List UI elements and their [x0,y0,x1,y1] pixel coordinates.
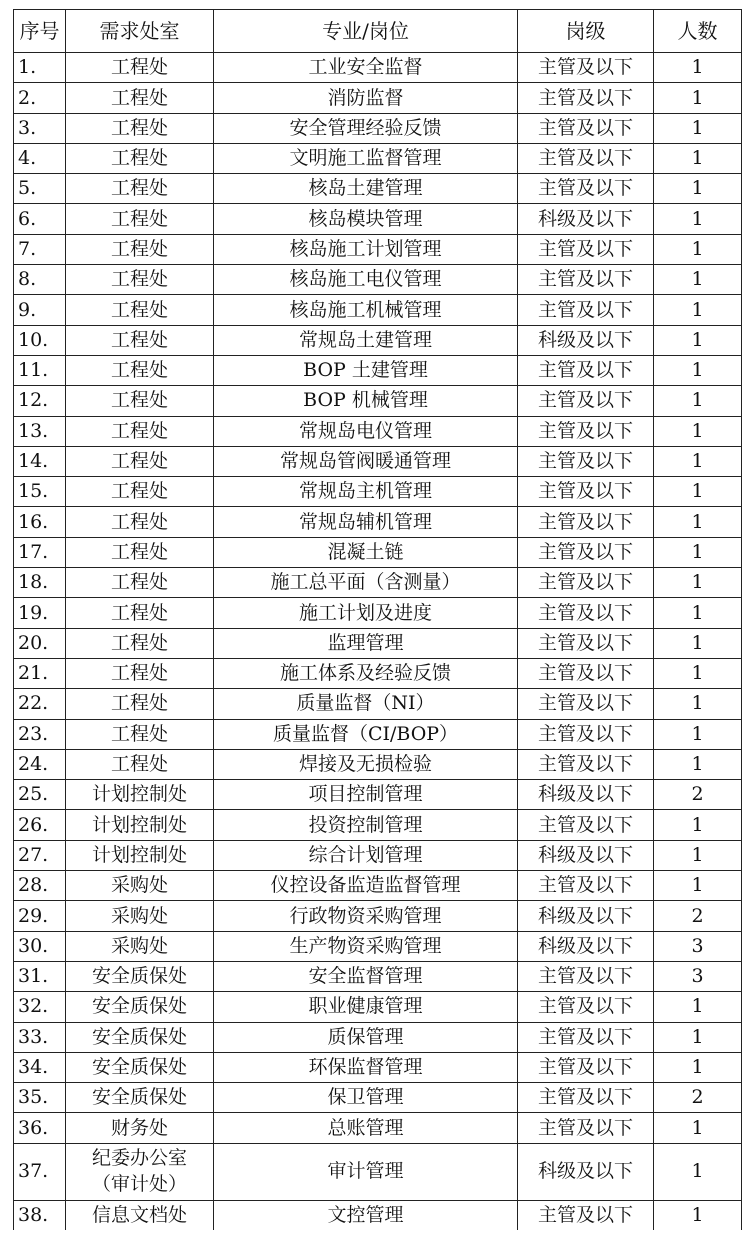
cell-seq: 34. [14,1052,66,1082]
table-row [14,1200,742,1230]
table-row [14,446,742,476]
table-row [14,598,742,628]
header-seq: 序号 [14,10,66,53]
cell-count: 1 [654,1200,742,1230]
cell-count: 1 [654,386,742,416]
cell-seq: 12. [14,386,66,416]
cell-dept: 工程处 [66,689,214,719]
cell-seq: 15. [14,477,66,507]
table-row [14,507,742,537]
cell-seq: 37. [14,1143,66,1200]
cell-dept: 安全质保处 [66,1022,214,1052]
cell-seq: 29. [14,901,66,931]
cell-seq: 1. [14,53,66,83]
cell-count: 1 [654,1052,742,1082]
cell-dept: 工程处 [66,355,214,385]
cell-seq: 35. [14,1083,66,1113]
cell-dept: 安全质保处 [66,992,214,1022]
cell-post: 常规岛主机管理 [214,477,518,507]
cell-seq: 27. [14,840,66,870]
cell-level: 科级及以下 [518,325,654,355]
cell-post: 核岛施工机械管理 [214,295,518,325]
cell-post: 文明施工监督管理 [214,143,518,173]
cell-dept: 财务处 [66,1113,214,1143]
table-row [14,386,742,416]
cell-post: 生产物资采购管理 [214,931,518,961]
cell-level: 科级及以下 [518,780,654,810]
cell-count: 1 [654,174,742,204]
cell-dept: 工程处 [66,446,214,476]
cell-seq: 30. [14,931,66,961]
table-row [14,234,742,264]
cell-post: 核岛土建管理 [214,174,518,204]
cell-dept: 采购处 [66,931,214,961]
cell-post: 施工体系及经验反馈 [214,658,518,688]
cell-post: 综合计划管理 [214,840,518,870]
cell-seq: 23. [14,719,66,749]
cell-count: 1 [654,113,742,143]
cell-post: 保卫管理 [214,1083,518,1113]
cell-post: 常规岛土建管理 [214,325,518,355]
cell-count: 1 [654,537,742,567]
cell-dept: 工程处 [66,658,214,688]
cell-count: 1 [654,1113,742,1143]
table-row [14,1113,742,1143]
cell-level: 主管及以下 [518,1200,654,1230]
cell-level: 主管及以下 [518,628,654,658]
cell-post: 质量监督（CI/BOP） [214,719,518,749]
cell-level: 主管及以下 [518,719,654,749]
table-header-row [14,10,742,53]
cell-post: 仪控设备监造监督管理 [214,871,518,901]
table-row [14,628,742,658]
table-row [14,901,742,931]
cell-level: 主管及以下 [518,143,654,173]
cell-level: 主管及以下 [518,749,654,779]
cell-level: 主管及以下 [518,871,654,901]
cell-count: 1 [654,477,742,507]
cell-level: 主管及以下 [518,386,654,416]
cell-count: 1 [654,810,742,840]
cell-dept: 工程处 [66,628,214,658]
cell-count: 1 [654,719,742,749]
cell-count: 1 [654,568,742,598]
cell-level: 科级及以下 [518,1143,654,1200]
cell-level: 主管及以下 [518,1052,654,1082]
cell-seq: 26. [14,810,66,840]
cell-level: 主管及以下 [518,295,654,325]
table-row [14,871,742,901]
cell-seq: 2. [14,83,66,113]
cell-count: 2 [654,901,742,931]
cell-level: 主管及以下 [518,234,654,264]
cell-post: 常规岛电仪管理 [214,416,518,446]
cell-seq: 13. [14,416,66,446]
table-row [14,537,742,567]
cell-seq: 3. [14,113,66,143]
cell-seq: 24. [14,749,66,779]
cell-dept: 工程处 [66,598,214,628]
cell-dept: 工程处 [66,83,214,113]
cell-dept: 安全质保处 [66,961,214,991]
header-level: 岗级 [518,10,654,53]
cell-level: 主管及以下 [518,53,654,83]
cell-post: 行政物资采购管理 [214,901,518,931]
table-row [14,295,742,325]
cell-level: 主管及以下 [518,961,654,991]
table-row [14,840,742,870]
recruitment-table [13,9,742,1230]
cell-level: 主管及以下 [518,174,654,204]
cell-count: 1 [654,598,742,628]
cell-dept: 采购处 [66,871,214,901]
cell-level: 主管及以下 [518,658,654,688]
cell-post: 消防监督 [214,83,518,113]
cell-post: 混凝土链 [214,537,518,567]
cell-dept: 工程处 [66,507,214,537]
cell-post: 安全管理经验反馈 [214,113,518,143]
cell-dept: 安全质保处 [66,1052,214,1082]
cell-level: 主管及以下 [518,265,654,295]
cell-count: 3 [654,961,742,991]
cell-post: 监理管理 [214,628,518,658]
cell-post: 施工总平面（含测量） [214,568,518,598]
cell-count: 1 [654,143,742,173]
cell-seq: 5. [14,174,66,204]
cell-count: 3 [654,931,742,961]
cell-dept: 信息文档处 [66,1200,214,1230]
cell-post: 常规岛管阀暖通管理 [214,446,518,476]
cell-count: 1 [654,53,742,83]
cell-count: 1 [654,840,742,870]
table-row [14,325,742,355]
cell-post: 核岛施工电仪管理 [214,265,518,295]
cell-post: 工业安全监督 [214,53,518,83]
table-row [14,265,742,295]
cell-level: 主管及以下 [518,689,654,719]
table-row [14,174,742,204]
cell-dept: 安全质保处 [66,1083,214,1113]
cell-post: 投资控制管理 [214,810,518,840]
cell-seq: 32. [14,992,66,1022]
cell-level: 主管及以下 [518,1113,654,1143]
cell-count: 2 [654,780,742,810]
table-row [14,416,742,446]
cell-post: 施工计划及进度 [214,598,518,628]
cell-count: 1 [654,992,742,1022]
cell-level: 主管及以下 [518,598,654,628]
table-row [14,1022,742,1052]
cell-seq: 14. [14,446,66,476]
cell-dept: 工程处 [66,537,214,567]
cell-level: 主管及以下 [518,477,654,507]
cell-seq: 33. [14,1022,66,1052]
cell-dept: 工程处 [66,53,214,83]
cell-count: 1 [654,265,742,295]
cell-post: 职业健康管理 [214,992,518,1022]
cell-dept: 工程处 [66,174,214,204]
cell-count: 1 [654,749,742,779]
cell-count: 1 [654,658,742,688]
table-row [14,931,742,961]
cell-count: 1 [654,871,742,901]
cell-seq: 22. [14,689,66,719]
cell-seq: 6. [14,204,66,234]
cell-count: 2 [654,1083,742,1113]
cell-count: 1 [654,507,742,537]
cell-dept: 计划控制处 [66,840,214,870]
cell-count: 1 [654,83,742,113]
cell-dept: 工程处 [66,113,214,143]
cell-dept: 工程处 [66,568,214,598]
cell-seq: 21. [14,658,66,688]
table-row [14,780,742,810]
table-row [14,658,742,688]
cell-seq: 28. [14,871,66,901]
cell-post: 安全监督管理 [214,961,518,991]
cell-dept: 计划控制处 [66,810,214,840]
cell-post: 总账管理 [214,1113,518,1143]
cell-level: 主管及以下 [518,1022,654,1052]
table-row [14,810,742,840]
cell-count: 1 [654,234,742,264]
cell-level: 主管及以下 [518,416,654,446]
table-row [14,355,742,385]
cell-post: 焊接及无损检验 [214,749,518,779]
table-row [14,1052,742,1082]
cell-count: 1 [654,204,742,234]
cell-post: 核岛模块管理 [214,204,518,234]
cell-dept [66,1143,214,1200]
cell-count: 1 [654,355,742,385]
cell-level: 主管及以下 [518,537,654,567]
cell-post: 项目控制管理 [214,780,518,810]
cell-level: 科级及以下 [518,931,654,961]
cell-seq: 16. [14,507,66,537]
cell-level: 主管及以下 [518,355,654,385]
table-row [14,83,742,113]
header-count: 人数 [654,10,742,53]
cell-count: 1 [654,1143,742,1200]
cell-seq: 25. [14,780,66,810]
cell-dept: 工程处 [66,143,214,173]
cell-seq: 10. [14,325,66,355]
cell-seq: 31. [14,961,66,991]
cell-dept: 工程处 [66,295,214,325]
cell-post: 文控管理 [214,1200,518,1230]
table-row [14,719,742,749]
cell-count: 1 [654,689,742,719]
cell-seq: 4. [14,143,66,173]
cell-level: 科级及以下 [518,901,654,931]
cell-level: 主管及以下 [518,568,654,598]
cell-dept: 工程处 [66,234,214,264]
table-row [14,53,742,83]
cell-count: 1 [654,446,742,476]
table-row [14,992,742,1022]
table-body [14,53,742,1230]
cell-count: 1 [654,325,742,355]
cell-dept: 工程处 [66,719,214,749]
cell-level: 主管及以下 [518,113,654,143]
cell-level: 主管及以下 [518,446,654,476]
cell-seq: 20. [14,628,66,658]
cell-seq: 17. [14,537,66,567]
table-row [14,1143,742,1200]
cell-post: BOP 土建管理 [214,355,518,385]
cell-level: 科级及以下 [518,840,654,870]
table-row [14,961,742,991]
cell-seq: 7. [14,234,66,264]
table-row [14,143,742,173]
cell-level: 主管及以下 [518,83,654,113]
table-row [14,568,742,598]
cell-seq: 38. [14,1200,66,1230]
table-row [14,1083,742,1113]
cell-dept-line: （审计处） [91,1172,187,1195]
cell-dept: 工程处 [66,477,214,507]
cell-count: 1 [654,416,742,446]
table-row [14,477,742,507]
table-row [14,689,742,719]
cell-post: 质量监督（NI） [214,689,518,719]
cell-level: 主管及以下 [518,992,654,1022]
header-dept: 需求处室 [66,10,214,53]
cell-count: 1 [654,295,742,325]
cell-dept-line: 纪委办公室 [91,1147,187,1170]
cell-dept: 采购处 [66,901,214,931]
cell-count: 1 [654,1022,742,1052]
cell-post: 环保监督管理 [214,1052,518,1082]
cell-dept: 工程处 [66,416,214,446]
header-post: 专业/岗位 [214,10,518,53]
cell-dept: 工程处 [66,325,214,355]
cell-seq: 36. [14,1113,66,1143]
cell-post: BOP 机械管理 [214,386,518,416]
table-row [14,749,742,779]
cell-dept: 工程处 [66,265,214,295]
cell-post: 质保管理 [214,1022,518,1052]
cell-post: 常规岛辅机管理 [214,507,518,537]
cell-post: 审计管理 [214,1143,518,1200]
cell-seq: 8. [14,265,66,295]
cell-level: 主管及以下 [518,810,654,840]
cell-level: 主管及以下 [518,507,654,537]
cell-seq: 19. [14,598,66,628]
cell-dept: 工程处 [66,386,214,416]
cell-seq: 11. [14,355,66,385]
cell-dept: 计划控制处 [66,780,214,810]
cell-seq: 18. [14,568,66,598]
table-row [14,113,742,143]
table-row [14,204,742,234]
cell-dept: 工程处 [66,204,214,234]
cell-seq: 9. [14,295,66,325]
cell-level: 主管及以下 [518,1083,654,1113]
cell-level: 科级及以下 [518,204,654,234]
cell-count: 1 [654,628,742,658]
cell-post: 核岛施工计划管理 [214,234,518,264]
cell-dept: 工程处 [66,749,214,779]
